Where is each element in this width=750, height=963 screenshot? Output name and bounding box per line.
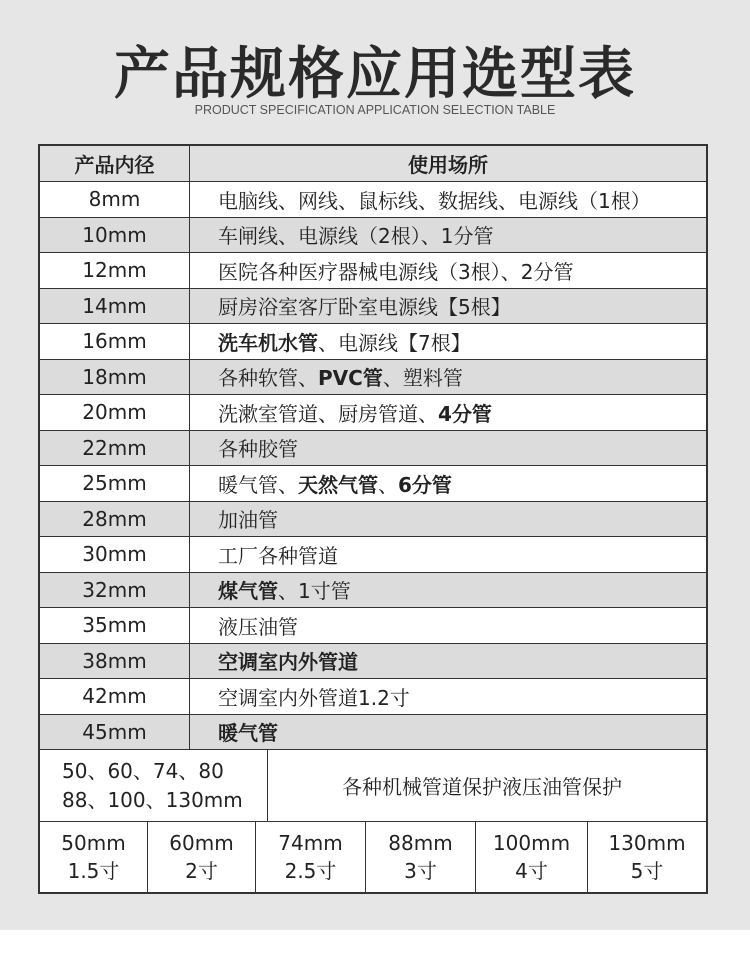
- size-conversion-cell: [588, 822, 706, 892]
- table-row: [40, 395, 706, 431]
- use-text: 医院各种医疗器械电源线（3根）、2分管: [218, 259, 574, 284]
- use-text: 加油管: [218, 508, 278, 533]
- size-conversion-cell: [366, 822, 476, 892]
- table-row: [40, 466, 706, 502]
- multi-sizes-cell: [40, 750, 268, 821]
- use-text-bold: 天然气管: [298, 472, 378, 497]
- size-conversion-cell: [148, 822, 256, 892]
- size-conversion-cell: [256, 822, 366, 892]
- size-cell: 32mm: [40, 573, 190, 608]
- use-text: 厨房浴室客厅卧室电源线【5根】: [218, 295, 511, 320]
- size-conversion-cell: [476, 822, 588, 892]
- table-row: [40, 431, 706, 467]
- use-cell: [190, 431, 706, 466]
- size-mm: 50mm: [61, 831, 126, 855]
- use-text-bold: 暖气管: [218, 721, 278, 746]
- page-subtitle: PRODUCT SPECIFICATION APPLICATION SELECTION TABLE: [194, 103, 556, 117]
- table-row-multi: [40, 750, 706, 822]
- table-row: [40, 289, 706, 325]
- use-text: 车闸线、电源线（2根）、1分管: [218, 224, 494, 249]
- use-text: 空调室内外管道1.2寸: [218, 685, 410, 710]
- use-cell: [190, 253, 706, 288]
- size-mm: 74mm: [278, 831, 343, 855]
- size-cun: 2寸: [185, 859, 218, 883]
- use-cell: [190, 502, 706, 537]
- size-cun: 2.5寸: [284, 859, 337, 883]
- table-row: [40, 608, 706, 644]
- use-cell: [190, 218, 706, 253]
- table-body: [40, 182, 706, 750]
- size-cell: 35mm: [40, 608, 190, 643]
- table-row: [40, 253, 706, 289]
- table-row: [40, 182, 706, 218]
- use-cell: [190, 324, 706, 359]
- size-cell: 42mm: [40, 679, 190, 714]
- size-cun: 4寸: [515, 859, 548, 883]
- table-row: [40, 679, 706, 715]
- use-text: 、电源线【7根】: [318, 330, 471, 355]
- size-cun: 5寸: [630, 859, 664, 883]
- table-row: [40, 360, 706, 396]
- size-cell: 38mm: [40, 644, 190, 679]
- use-text: 暖气管、: [218, 472, 298, 497]
- table-row: [40, 502, 706, 538]
- page-title: 产品规格应用选型表: [114, 42, 636, 107]
- use-text-bold: 6分管: [398, 472, 452, 497]
- use-text-bold: 4分管: [438, 401, 492, 426]
- size-cell: 20mm: [40, 395, 190, 430]
- size-cell: 22mm: [40, 431, 190, 466]
- use-text: 各种胶管: [218, 437, 298, 462]
- size-cell: 16mm: [40, 324, 190, 359]
- multi-sizes-line2: 88、100、130mm: [62, 787, 243, 812]
- multi-use-cell: 各种机械管道保护液压油管保护: [342, 775, 622, 799]
- size-cell: 25mm: [40, 466, 190, 501]
- use-text-bold: 洗车机水管: [218, 330, 318, 355]
- table-row: [40, 573, 706, 609]
- table-row: [40, 644, 706, 680]
- size-mm: 60mm: [169, 831, 234, 855]
- size-conversion-row: [40, 822, 706, 892]
- use-text: 工厂各种管道: [218, 543, 338, 568]
- use-text-bold: 煤气管: [218, 579, 278, 604]
- size-cell: 8mm: [40, 182, 190, 217]
- size-mm: 88mm: [388, 831, 453, 855]
- table-row: [40, 537, 706, 573]
- use-cell: [190, 360, 706, 395]
- use-cell: [190, 608, 706, 643]
- spec-table: [38, 144, 708, 894]
- use-cell: [190, 537, 706, 572]
- size-cell: 45mm: [40, 715, 190, 750]
- size-cell: 14mm: [40, 289, 190, 324]
- size-cun: 3寸: [404, 859, 437, 883]
- table-header-row: [40, 146, 706, 182]
- use-cell: [190, 679, 706, 714]
- size-cell: 30mm: [40, 537, 190, 572]
- use-cell: [190, 573, 706, 608]
- use-text: 液压油管: [218, 614, 298, 639]
- use-text: 各种软管、: [218, 366, 318, 391]
- size-cell: 10mm: [40, 218, 190, 253]
- header-use: 使用场所: [408, 153, 488, 177]
- use-cell: [190, 289, 706, 324]
- size-cell: 18mm: [40, 360, 190, 395]
- size-conversion-cell: [40, 822, 148, 892]
- use-text: 洗漱室管道、厨房管道、: [218, 401, 438, 426]
- use-cell: [190, 182, 706, 217]
- use-cell: [190, 644, 706, 679]
- multi-sizes-line1: 50、60、74、80: [62, 758, 224, 783]
- use-text: 、1寸管: [278, 579, 351, 604]
- size-cell: 28mm: [40, 502, 190, 537]
- use-cell: [190, 395, 706, 430]
- use-cell: [190, 715, 706, 750]
- use-text: 电脑线、网线、鼠标线、数据线、电源线（1根）: [218, 188, 651, 213]
- bottom-strip: [0, 930, 750, 963]
- size-mm: 100mm: [492, 831, 571, 855]
- table-row: [40, 218, 706, 254]
- size-cell: 12mm: [40, 253, 190, 288]
- size-mm: 130mm: [608, 831, 686, 855]
- size-cun: 1.5寸: [67, 859, 120, 883]
- use-text-bold: PVC管: [318, 366, 383, 391]
- use-text: 、塑料管: [382, 366, 463, 391]
- header-size: 产品内径: [40, 146, 190, 181]
- use-text: 、: [378, 472, 398, 497]
- table-row: [40, 324, 706, 360]
- table-row: [40, 715, 706, 751]
- use-text-bold: 空调室内外管道: [218, 650, 358, 675]
- use-cell: [190, 466, 706, 501]
